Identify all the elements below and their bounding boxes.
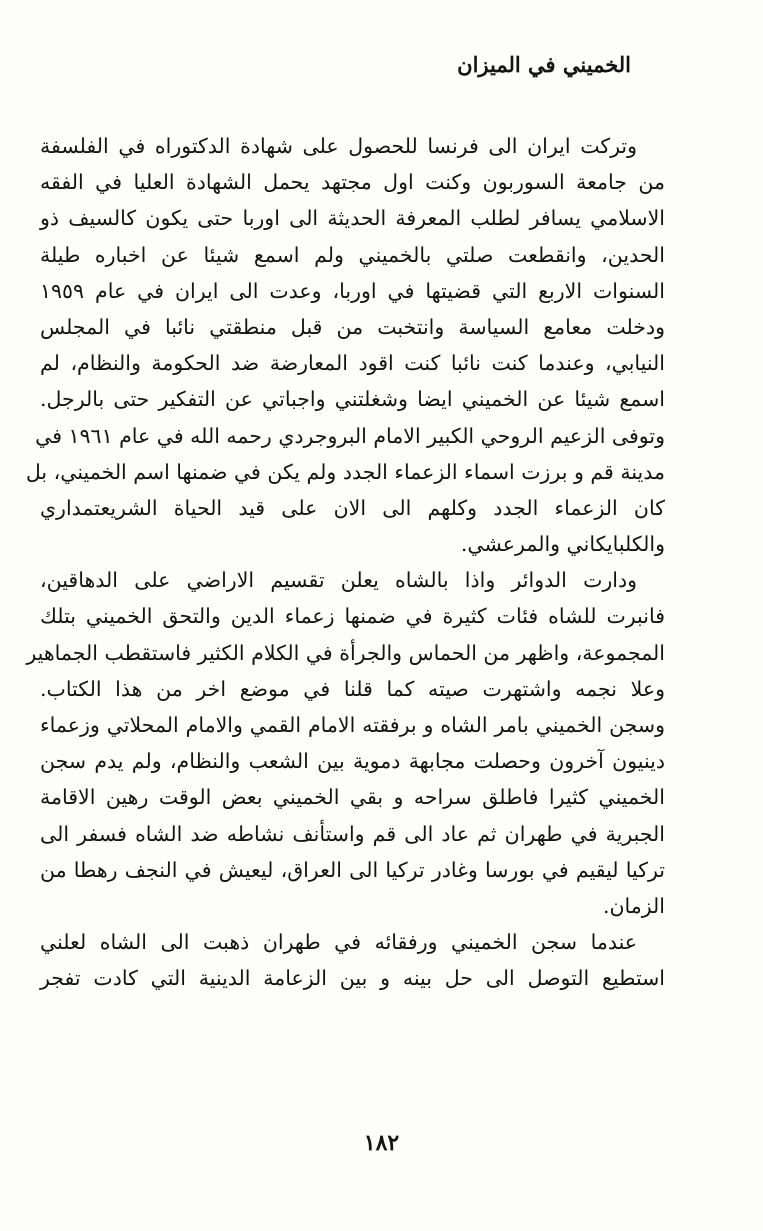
text-line: كان الزعماء الجدد وكلهم الى الان على قيد الحياة الشريعتمداري — [40, 495, 665, 520]
text-line: الحدين، وانقطعت صلتي بالخميني ولم اسمع شيئا عن اخباره طيلة — [40, 242, 665, 267]
text-line: السنوات الاربع التي قضيتها في اوربا، وعدت الى ايران في عام ١٩٥٩ — [40, 278, 665, 303]
text-line: تركيا ليقيم في بورسا وغادر تركيا الى العراق، ليعيش في النجف رهطا من — [40, 857, 665, 882]
text-line: عندما سجن الخميني ورفقائه في طهران ذهبت الى الشاه لعلني — [40, 930, 637, 955]
text-line: استطيع التوصل الى حل بينه و بين الزعامة الدينية التي كادت تفجر — [40, 966, 665, 991]
text-line: مدينة قم و برزت اسماء الزعماء الجدد ولم يكن في ضمنها اسم الخميني، بل — [25, 459, 665, 484]
text-line: وتوفى الزعيم الروحي الكبير الامام البروجردي رحمه الله في عام ١٩٦١ في — [35, 423, 665, 448]
text-line: وتركت ايران الى فرنسا للحصول على شهادة الدكتوراه في الفلسفة — [40, 134, 637, 158]
text-line: من جامعة السوربون وكنت اول مجتهد يحمل الشهادة العليا في الفقه — [40, 170, 665, 195]
body-text — [25, 128, 665, 997]
page-number: ١٨٢ — [363, 1130, 400, 1156]
running-header: الخميني في الميزان — [457, 52, 631, 77]
text-line: الاسلامي يسافر لطلب المعرفة الحديثة الى اوربا حتى يكون كالسيف ذو — [40, 206, 665, 231]
text-line: ودخلت معامع السياسة وانتخبت من قبل منطقتي نائبا في المجلس — [40, 314, 665, 339]
text-line: ودارت الدوائر واذا بالشاه يعلن تقسيم الاراضي على الدهاقين، — [40, 568, 637, 593]
text-line: دينيون آخرون وحصلت مجابهة دموية بين الشعب والنظام، ولم يدم سجن — [40, 749, 665, 774]
text-line: وعلا نجمه واشتهرت صيته كما قلنا في موضع اخر من هذا الكتاب. — [40, 676, 665, 701]
text-line: وسجن الخميني بامر الشاه و برفقته الامام القمي والامام المحلاتي وزعماء — [40, 713, 665, 737]
text-line: الزمان. — [602, 893, 665, 918]
text-line: النيابي، وعندما كنت نائبا كنت اقود المعارضة ضد الحكومة والنظام، لم — [40, 351, 665, 376]
text-line: اسمع شيئا عن الخميني ايضا وشغلتني واجباتي عن التفكير حتى بالرجل. — [40, 387, 665, 412]
text-line: فانبرت للشاه فئات كثيرة في ضمنها زعماء الدين والتحق الخميني بتلك — [40, 604, 665, 629]
text-line: والكلبايكاني والمرعشي. — [460, 532, 665, 557]
text-line: الجبرية في طهران ثم عاد الى قم واستأنف نشاطه ضد الشاه فسفر الى — [40, 821, 665, 846]
text-line: المجموعة، واظهر من الحماس والجرأة في الكلام الكثير فاستقطب الجماهير — [26, 640, 665, 665]
text-line: الخميني كثيرا فاطلق سراحه و بقي الخميني بعض الوقت رهين الاقامة — [40, 785, 665, 810]
